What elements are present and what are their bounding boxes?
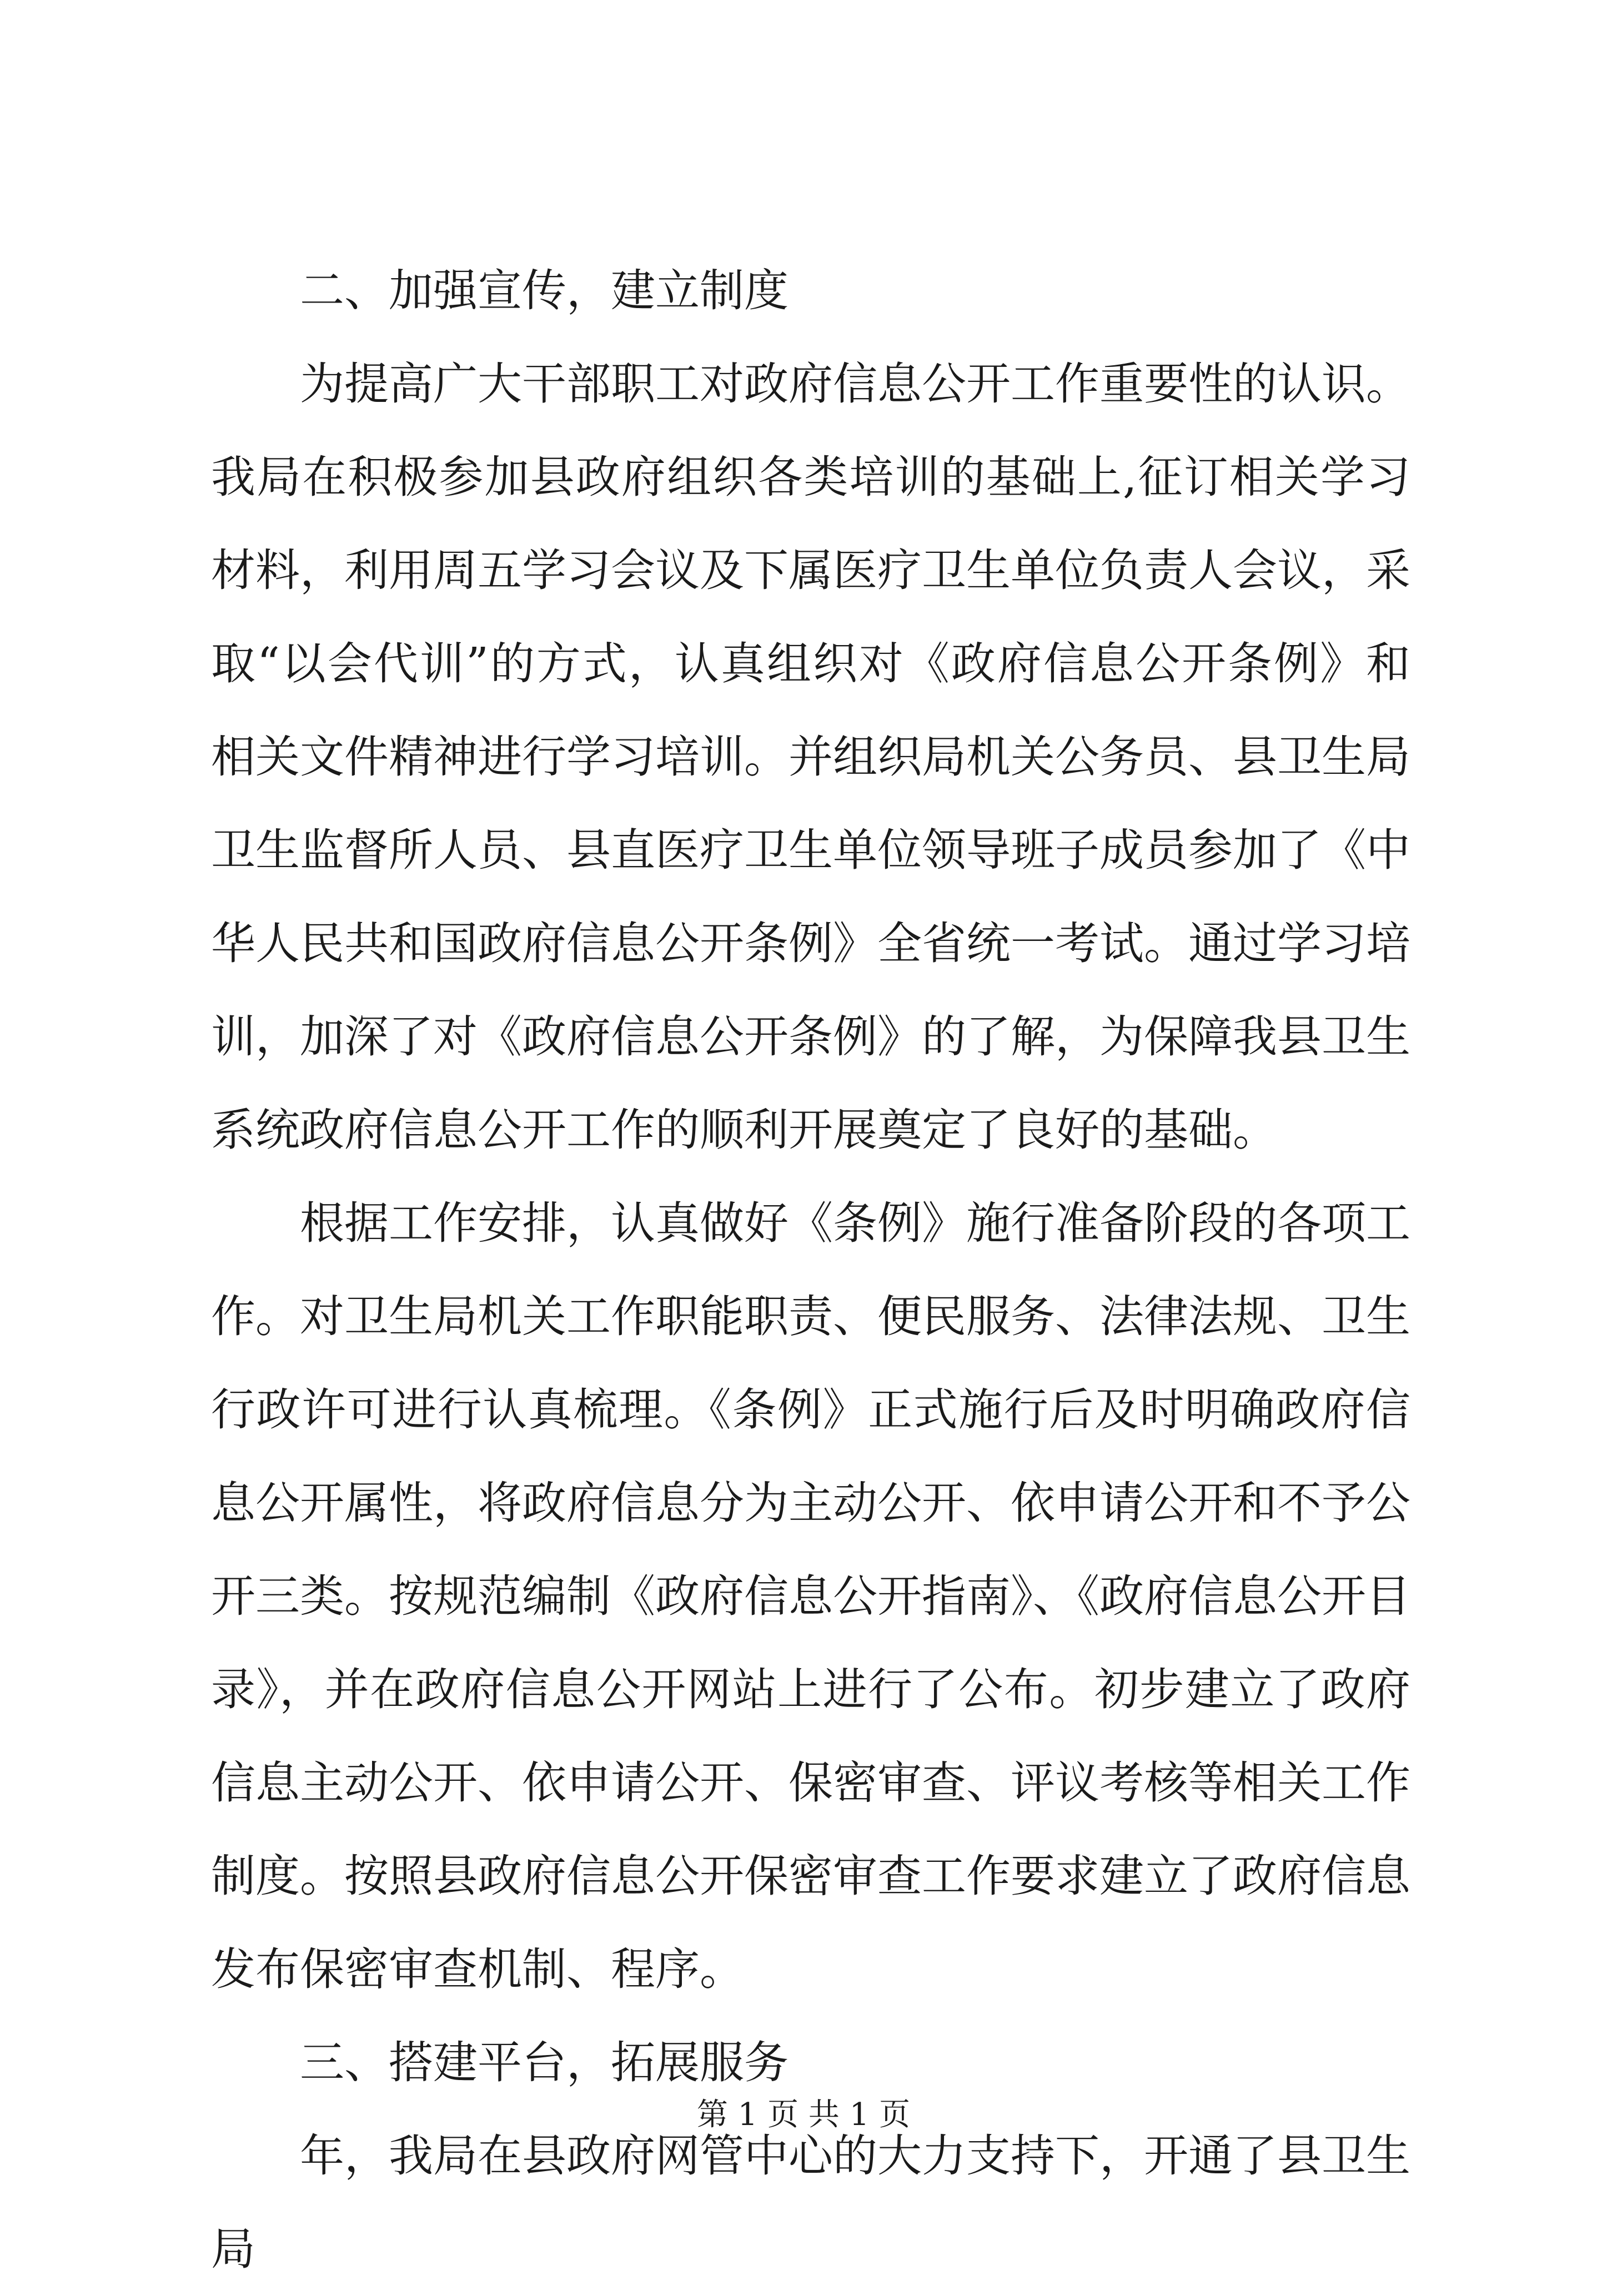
section-heading-3: 三、搭建平台，拓展服务 <box>300 2037 789 2088</box>
paragraph-platform: 年，我局在县政府网管中心的大力支持下，开通了县卫生局 <box>211 2130 1410 2275</box>
document-body <box>211 244 1410 2296</box>
page-footer: 第 1 页 共 1 页 <box>696 2097 911 2133</box>
paragraph-regulations: 根据工作安排，认真做好《条例》施行准备阶段的各项工作。对卫生局机关工作职能职责、便民服务、法律法规、卫生行政许可进行认真梳理。《条例》正式施行后及时明确政府信息公开属性，将政府信息分为主动公开、依申请公开和不予公开三类。按规范编制《政府信息公开指南》、《政府信息公开目录》，并在政府信息公开网站上进行了公布。初步建立了政府信息主动公开、依申请公开、保密审查、评议考核等相关工作制度。按照县政府信息公开保密审查工作要求建立了政府信息发布保密审查机制、程序。 <box>211 1197 1410 1995</box>
section-heading-2: 二、加强宣传，建立制度 <box>300 265 789 316</box>
paragraph-training: 为提高广大干部职工对政府信息公开工作重要性的认识。我局在积极参加县政府组织各类培训的基础上,征订相关学习材料，利用周五学习会议及下属医疗卫生单位负责人会议，采取“以会代训”的方式，认真组织对《政府信息公开条例》和相关文件精神进行学习培训。并组织局机关公务员、县卫生局卫生监督所人员、县直医疗卫生单位领导班子成员参加了《中华人民共和国政府信息公开条例》全省统一考试。通过学习培训，加深了对《政府信息公开条例》的了解，为保障我县卫生系统政府信息公开工作的顺利开展奠定了良好的基础。 <box>211 358 1410 1156</box>
